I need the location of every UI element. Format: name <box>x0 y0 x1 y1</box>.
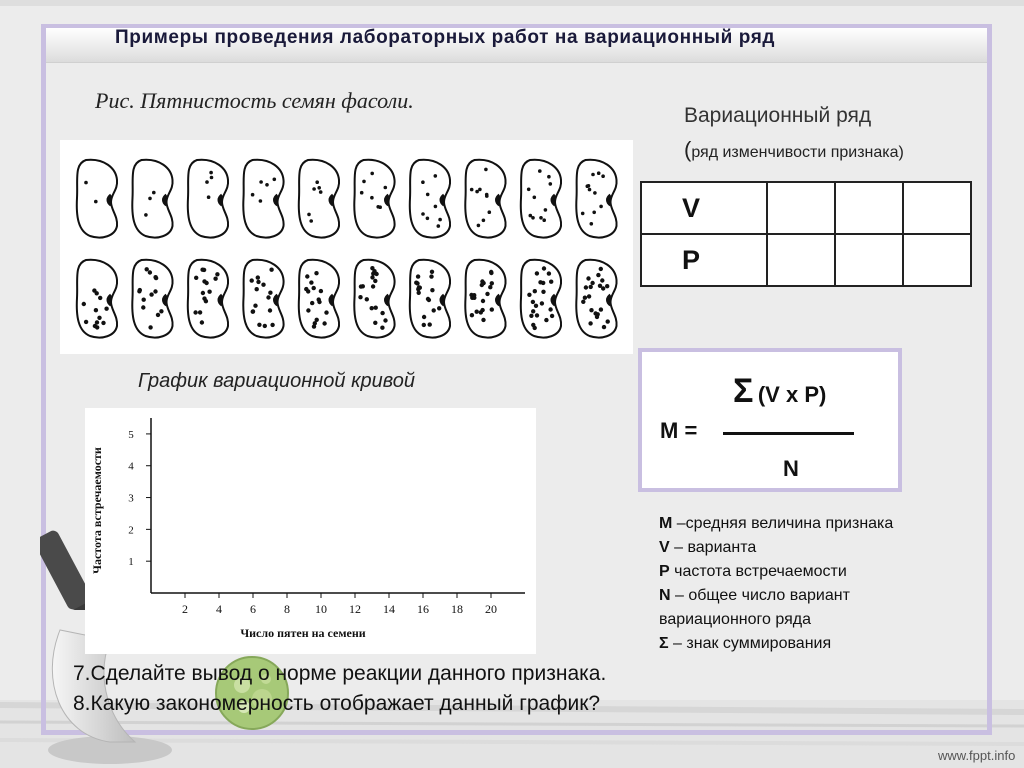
footer-link[interactable]: www.fppt.info <box>938 748 1016 763</box>
bean-seed-icon <box>354 160 394 238</box>
bean-seed-icon <box>243 260 283 338</box>
x-tick-label: 14 <box>383 602 395 616</box>
legend-text: – общее число вариант <box>670 587 850 604</box>
table-cell <box>767 234 835 286</box>
y-tick-label: 4 <box>128 460 134 473</box>
x-tick-label: 6 <box>250 602 256 616</box>
bean-seed-icon <box>410 260 450 338</box>
sigma-symbol: Σ <box>733 372 754 410</box>
variation-series-table <box>640 181 972 287</box>
bean-seed-icon <box>188 160 228 238</box>
table-cell <box>835 234 903 286</box>
legend-text: вариационного ряда <box>659 611 811 628</box>
table-cell <box>835 182 903 234</box>
formula-lhs: M = <box>660 418 698 443</box>
x-tick-label: 16 <box>417 602 429 616</box>
question-7: 7.Сделайте вывод о норме реакции данного признака. <box>73 662 607 685</box>
bean-seeds-figure <box>60 140 633 354</box>
formula-denominator: N <box>783 456 799 481</box>
legend-symbol: Σ <box>659 635 669 652</box>
legend-item <box>659 536 893 560</box>
x-tick-label: 20 <box>485 602 497 616</box>
bean-seed-icon <box>77 260 117 338</box>
bean-seed-icon <box>132 160 172 238</box>
bean-seed-icon <box>521 260 561 338</box>
table-row-p <box>641 234 971 286</box>
legend-item <box>659 608 893 632</box>
x-tick-label: 18 <box>451 602 463 616</box>
bean-seed-icon <box>299 160 339 238</box>
fraction-line <box>723 432 854 435</box>
x-tick-label: 4 <box>216 602 222 616</box>
y-tick-label: 5 <box>128 428 134 441</box>
variation-curve-chart <box>85 408 536 654</box>
legend-text: – варианта <box>669 539 757 556</box>
variation-series-title: Вариационный ряд <box>684 104 872 127</box>
bean-seed-icon <box>576 260 616 338</box>
bean-seed-icon <box>465 160 505 238</box>
x-tick-label: 8 <box>284 602 290 616</box>
bean-seed-icon <box>354 260 394 338</box>
formula-numerator <box>733 372 826 411</box>
bean-seed-icon <box>132 260 172 338</box>
subtitle-text: ряд изменчивости признака) <box>691 144 904 161</box>
table-cell <box>903 182 971 234</box>
legend-text: частота встречаемости <box>669 563 847 580</box>
legend-symbol: V <box>659 539 670 556</box>
legend-item <box>659 560 893 584</box>
legend-symbol: P <box>659 563 670 580</box>
chart-caption: График вариационной кривой <box>138 370 416 392</box>
y-tick-label: 3 <box>128 492 134 505</box>
mean-formula-box <box>638 348 902 492</box>
question-8: 8.Какую закономерность отображает данный график? <box>73 692 601 715</box>
table-cell <box>767 182 835 234</box>
legend-symbol: N <box>659 587 671 604</box>
legend-item <box>659 632 893 656</box>
x-tick-label: 2 <box>182 602 188 616</box>
subtitle-paren: ( <box>684 137 692 162</box>
x-tick-label: 10 <box>315 602 327 616</box>
bean-seed-icon <box>299 260 339 338</box>
bean-seed-icon <box>576 160 616 238</box>
formula-numerator-expr: (V x P) <box>757 382 827 407</box>
questions <box>73 659 606 719</box>
x-tick-label: 12 <box>349 602 361 616</box>
table-row-v <box>641 182 971 234</box>
legend-text: –средняя величина признака <box>672 515 894 532</box>
formula-legend <box>659 512 893 656</box>
legend-item <box>659 512 893 536</box>
y-axis-label: Частота встречаемости <box>90 447 104 574</box>
row-label-p: P <box>641 234 767 286</box>
bean-seed-icon <box>465 260 505 338</box>
bean-seed-icon <box>521 160 561 238</box>
bean-seed-icon <box>243 160 283 238</box>
y-tick-label: 1 <box>128 556 134 569</box>
slide-title: Примеры проведения лабораторных работ на вариационный ряд <box>115 27 776 48</box>
bean-seed-icon <box>188 260 228 338</box>
bean-seed-icon <box>410 160 450 238</box>
legend-item <box>659 584 893 608</box>
legend-text: – знак суммирования <box>668 635 832 652</box>
variation-series-subtitle <box>684 137 904 163</box>
x-axis-label: Число пятен на семени <box>240 626 366 640</box>
seeds-figure-caption: Рис. Пятнистость семян фасоли. <box>95 88 414 113</box>
row-label-v: V <box>641 182 767 234</box>
legend-symbol: M <box>659 515 673 532</box>
table-cell <box>903 234 971 286</box>
bean-seed-icon <box>77 160 117 238</box>
y-tick-label: 2 <box>128 524 134 537</box>
